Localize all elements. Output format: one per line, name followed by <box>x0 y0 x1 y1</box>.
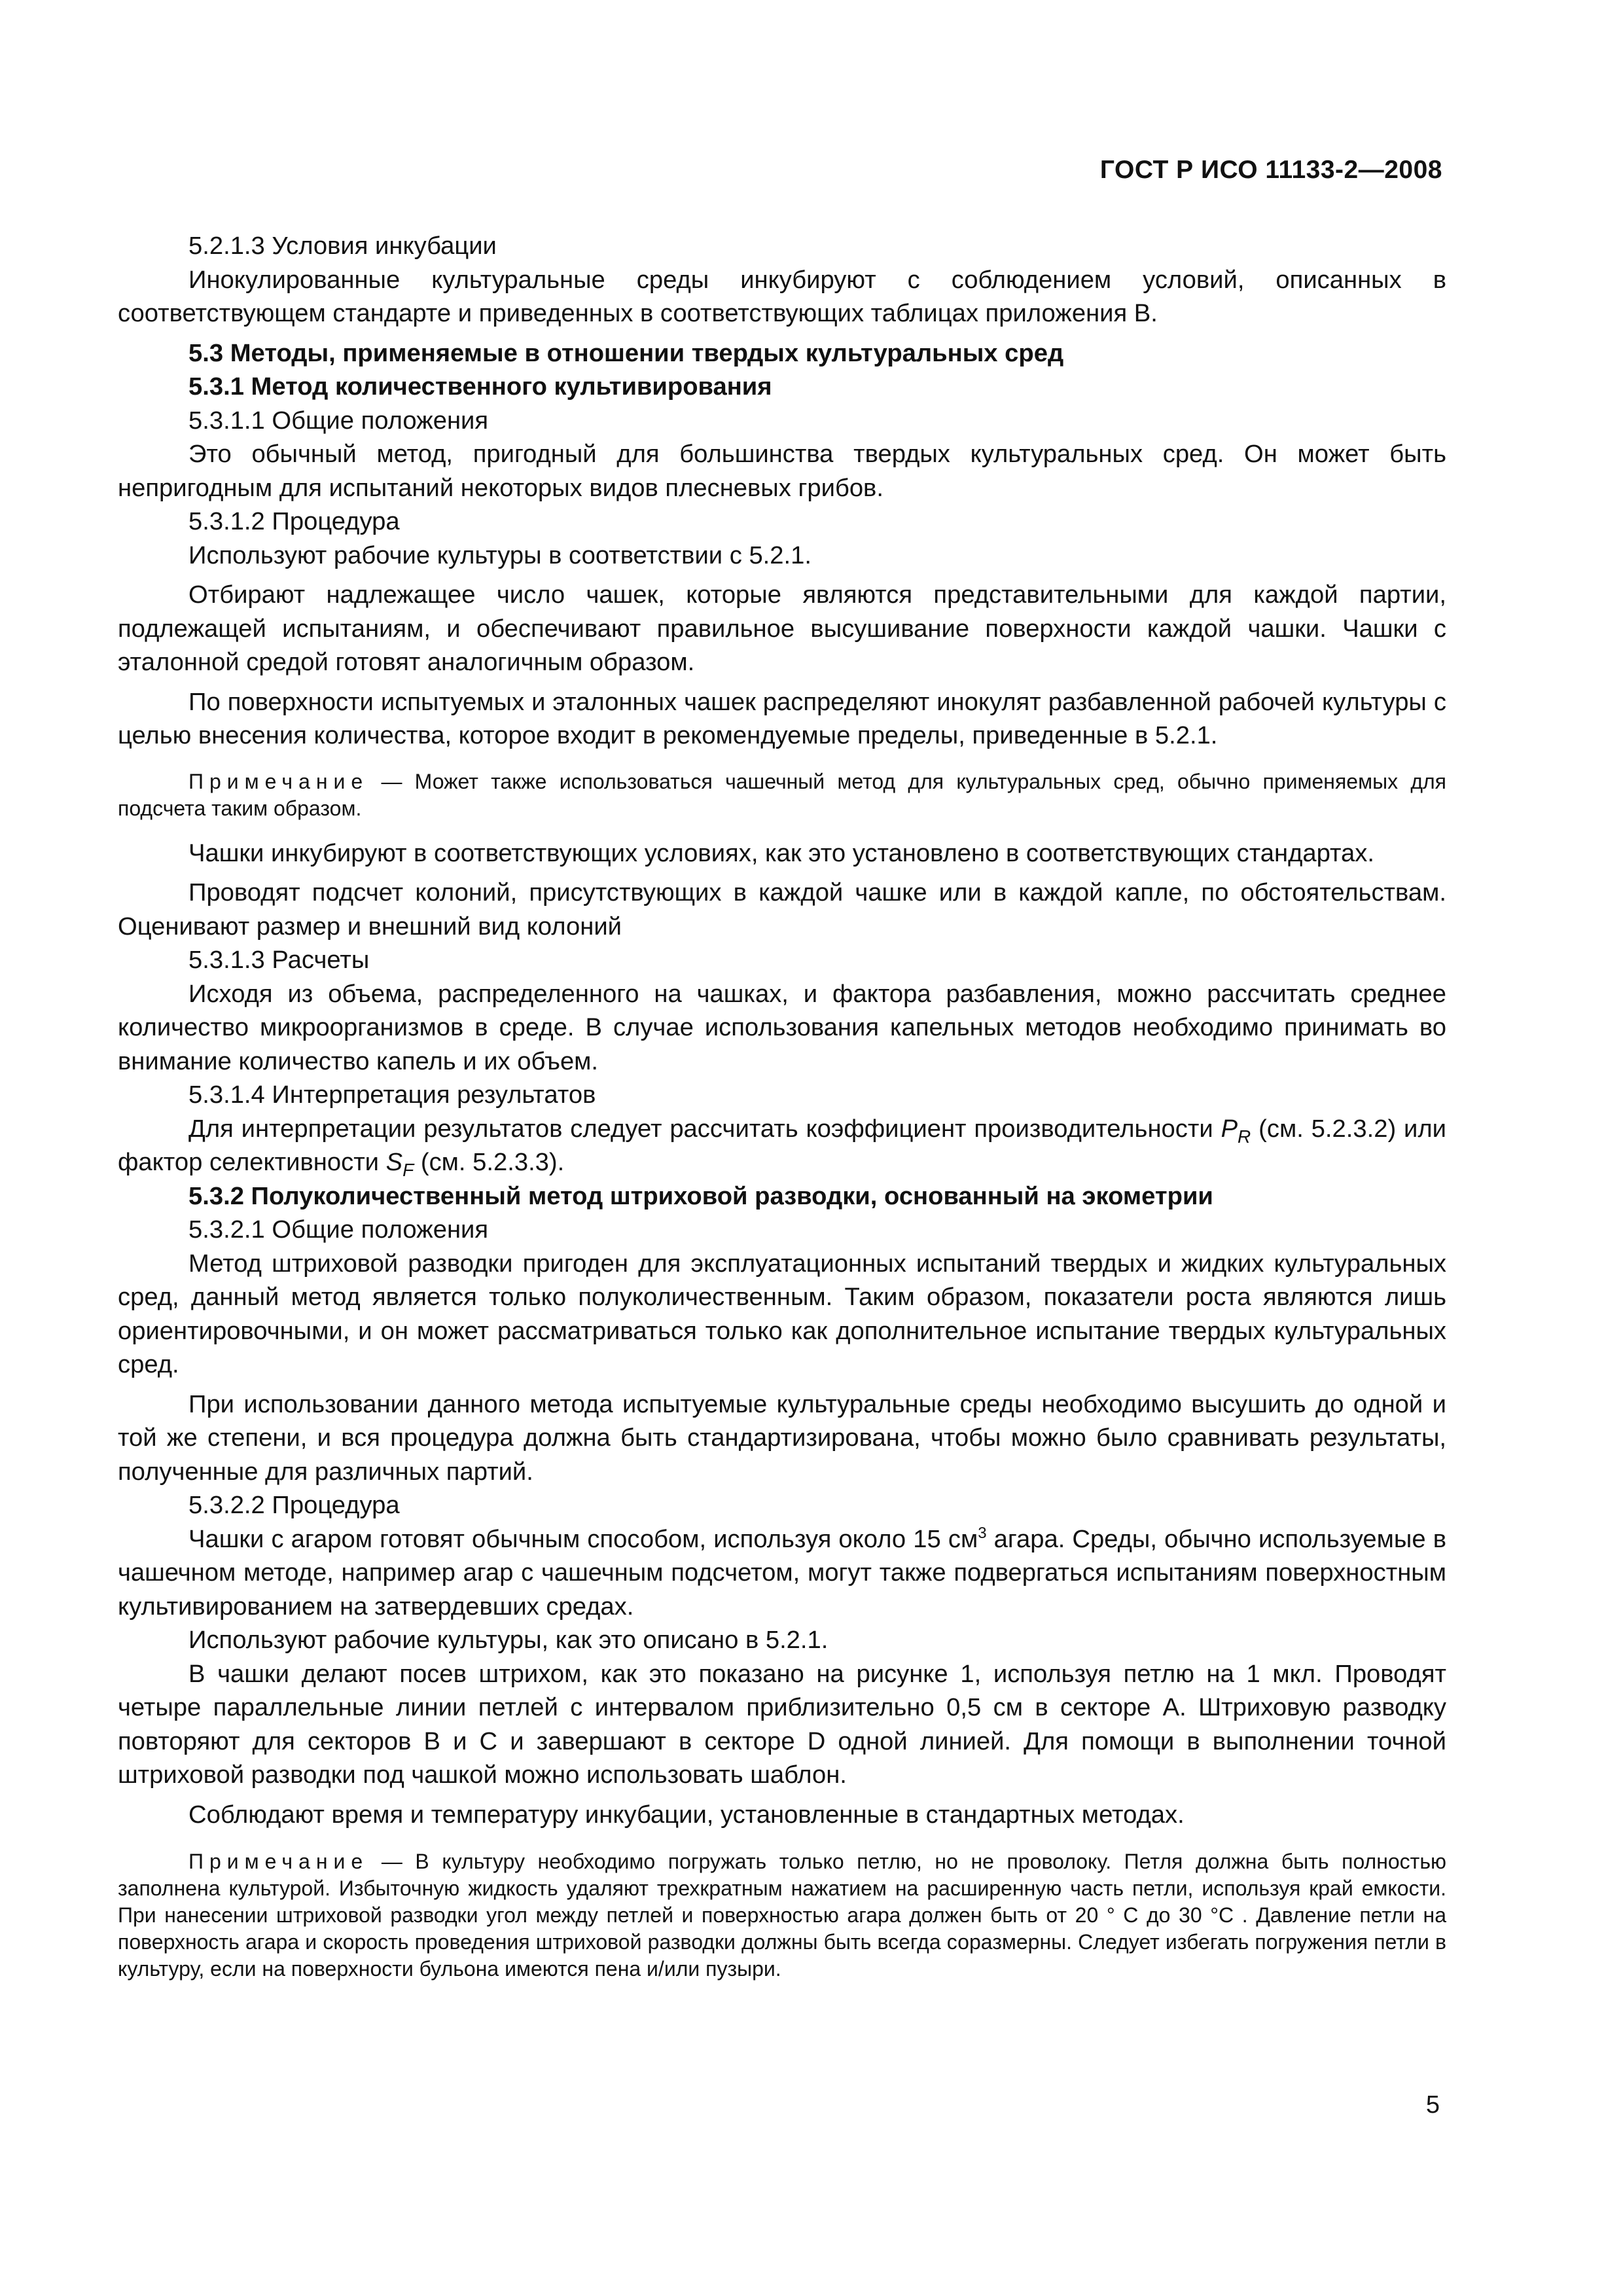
section-5311-heading: 5.3.1.1 Общие положения <box>188 406 489 435</box>
page-number: 5 <box>1425 2091 1440 2119</box>
note-label: Примечание <box>188 1850 369 1873</box>
section-53-heading: 5.3 Методы, применяемые в отношении твердых культуральных сред <box>188 338 1064 367</box>
section-5312-heading: 5.3.1.2 Процедура <box>188 507 400 535</box>
paragraph: Метод штриховой разводки пригоден для эксплуатационных испытаний твердых и жидких культуральных сред, данный метод является только полуколичественным. Таким образом, показатели роста являются лишь ориентировочными, и он может рассматриваться только как дополнительное испытание твердых культуральных сред. <box>118 1249 1446 1378</box>
section-5213-heading: 5.2.1.3 Условия инкубации <box>188 232 497 260</box>
symbol-letter: S <box>385 1148 403 1176</box>
paragraph: Проводят подсчет колоний, присутствующих в каждой чашке или в каждой капле, по обстоятельствам. Оценивают размер и внешний вид колоний <box>118 878 1446 941</box>
paragraph: Отбирают надлежащее число чашек, которые являются представительными для каждой партии, подлежащей испытаниям, и обеспечивают правильное высушивание поверхности каждой чашки. Чашки с эталонной средой готовят аналогичным образом. <box>118 581 1446 676</box>
symbol-subscript: R <box>1238 1126 1251 1147</box>
symbol-sf <box>385 1148 414 1180</box>
text-run: (см. 5.2.3.2) или фактор селективности <box>118 1114 1446 1176</box>
text-run: агара. Среды, обычно используемые в чашечном методе, например агар с чашечным подсчетом, могут также подвергаться испытаниям поверхностным культивированием на затвердевших средах. <box>118 1524 1446 1621</box>
paragraph: В чашки делают посев штрихом, как это показано на рисунке 1, используя петлю на 1 мкл. Проводят четыре параллельные линии петлей с интервалом приблизительно 0,5 см в секторе А. Штриховую разводку повторяют для секторов В и С и завершают в секторе D одной линией. Для помощи в выполнении точной штриховой разводки под чашкой можно использовать шаблон. <box>118 1659 1446 1789</box>
document-header: ГОСТ Р ИСО 11133-2—2008 <box>1099 156 1442 184</box>
section-532-heading: 5.3.2 Полуколичественный метод штриховой разводки, основанный на экометрии <box>188 1181 1213 1210</box>
paragraph: Чашки инкубируют в соответствующих условиях, как это установлено в соответствующих стандартах. <box>188 838 1375 867</box>
paragraph: При использовании данного метода испытуемые культуральные среды необходимо высушить до одной и той же степени, и вся процедура должна быть стандартизирована, чтобы можно было сравнивать результаты, полученные для различных партий. <box>118 1390 1446 1486</box>
document-body <box>118 229 1446 1982</box>
symbol-pr <box>1221 1114 1251 1147</box>
note-text: — В культуру необходимо погружать только петлю, но не проволоку. Петля должна быть полностью заполнена культурой. Избыточную жидкость удаляют трехкратным нажатием на расширенную часть петли, используя край емкости. При нанесении штриховой разводки угол между петлей и поверхностью агара должен быть от 20 ° С до 30 °С . Давление петли на поверхность агара и скорость проведения штриховой разводки должны быть всегда соразмерны. Следует избегать погружения петли в культуру, если на поверхности бульона имеются пена и/или пузыри. <box>118 1850 1447 1981</box>
section-5313-heading: 5.3.1.3 Расчеты <box>188 946 370 974</box>
paragraph: Исходя из объема, распределенного на чашках, и фактора разбавления, можно рассчитать среднее количество микроорганизмов в среде. В случае использования капельных методов необходимо принимать во внимание количество капель и их объем. <box>118 979 1446 1075</box>
note-text: — Может также использоваться чашечный метод для культуральных сред, обычно применяемых для подсчета таким образом. <box>118 769 1447 820</box>
symbol-letter: P <box>1221 1114 1238 1143</box>
section-531-heading: 5.3.1 Метод количественного культивирования <box>188 372 772 401</box>
note-label: Примечание <box>188 769 369 793</box>
section-5321-heading: 5.3.2.1 Общие положения <box>188 1215 489 1244</box>
note-1 <box>118 768 1446 822</box>
section-5314-heading: 5.3.1.4 Интерпретация результатов <box>188 1081 596 1109</box>
symbol-subscript: F <box>402 1160 414 1180</box>
paragraph: По поверхности испытуемых и эталонных чашек распределяют инокулят разбавленной рабочей культуры с целью внесения количества, которое входит в рекомендуемые пределы, приведенные в 5.2.1. <box>118 687 1446 749</box>
paragraph-with-formula <box>118 1112 1446 1179</box>
text-run: Для интерпретации результатов следует рассчитать коэффициент производительности <box>188 1114 1213 1143</box>
paragraph: Используют рабочие культуры в соответствии с 5.2.1. <box>188 541 812 569</box>
paragraph-with-superscript <box>118 1522 1446 1624</box>
superscript: 3 <box>978 1524 987 1542</box>
paragraph: Это обычный метод, пригодный для большинства твердых культуральных сред. Он может быть непригодным для испытаний некоторых видов плесневых грибов. <box>118 440 1446 502</box>
text-run: Чашки с агаром готовят обычным способом, используя около 15 см <box>188 1524 978 1553</box>
section-5322-heading: 5.3.2.2 Процедура <box>188 1491 400 1519</box>
paragraph: Соблюдают время и температуру инкубации, установленные в стандартных методах. <box>188 1800 1185 1829</box>
text-run: (см. 5.2.3.3). <box>420 1148 565 1176</box>
paragraph: Инокулированные культуральные среды инкубируют с соблюдением условий, описанных в соответствующем стандарте и приведенных в соответствующих таблицах приложения В. <box>118 265 1446 327</box>
note-2 <box>118 1848 1446 1982</box>
paragraph: Используют рабочие культуры, как это описано в 5.2.1. <box>188 1626 829 1654</box>
